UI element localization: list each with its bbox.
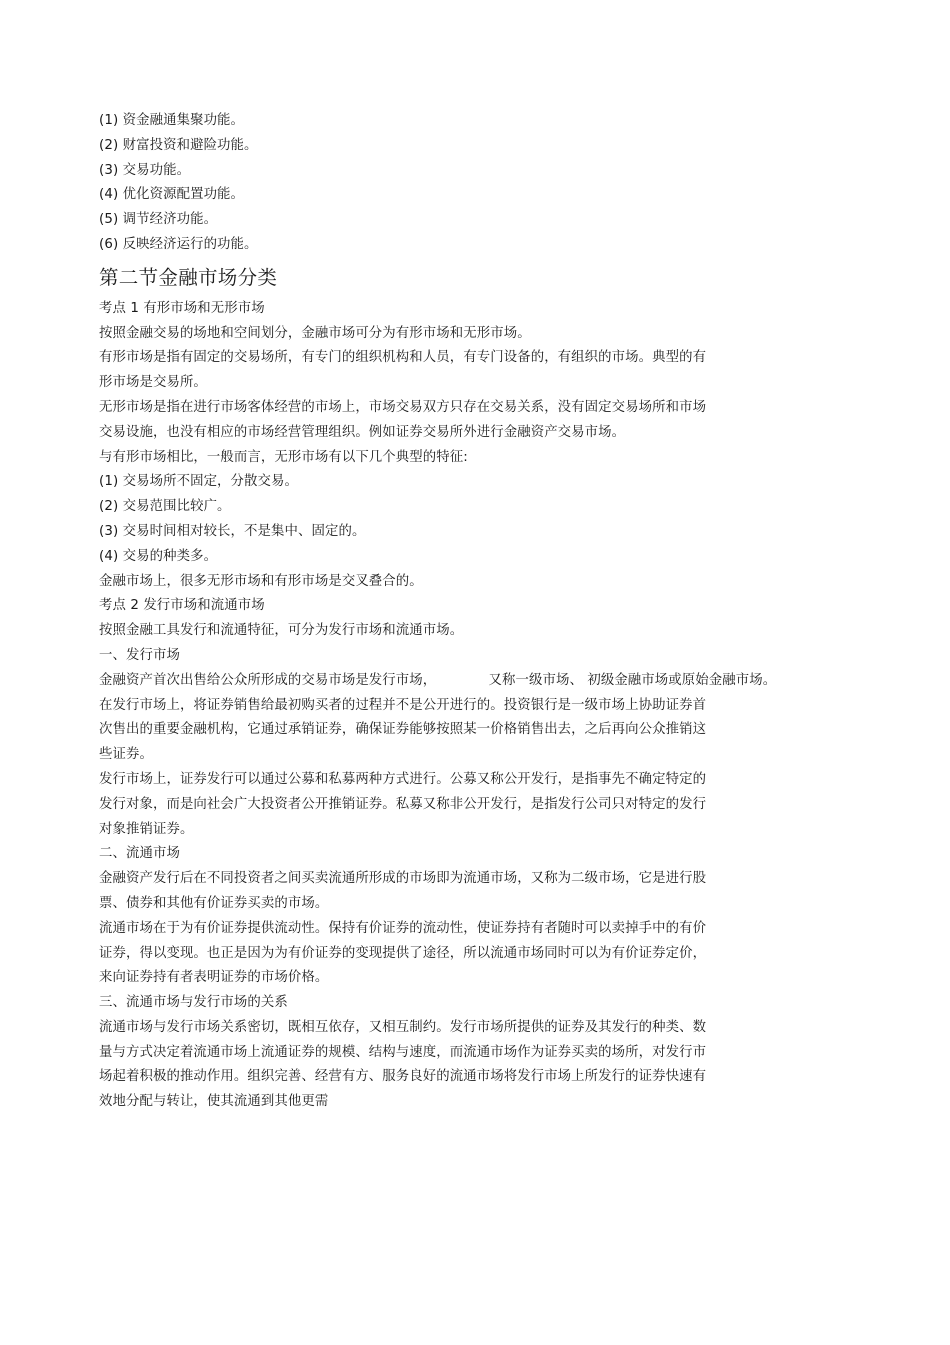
- point1-intro: 按照金融交易的场地和空间划分，金融市场可分为有形市场和无形市场。: [99, 325, 531, 341]
- issue-methods-line-1: 发行市场上，证券发行可以通过公募和私募两种方式进行。公募又称公开发行，是指事先不确定特定的: [99, 771, 707, 787]
- issue-methods-line-3: 对象推销证券。: [99, 821, 194, 837]
- relation-heading: 三、流通市场与发行市场的关系: [99, 995, 288, 1011]
- tangible-line-2: 形市场是交易所。: [99, 375, 207, 391]
- relation-line-4: 效地分配与转让，使其流通到其他更需: [99, 1094, 329, 1110]
- secondary-role-line-2: 证券，得以变现。也正是因为为有价证券的变现提供了途径，所以流通市场同时可以为有价证券定价，: [99, 945, 707, 961]
- relation-line-1: 流通市场与发行市场关系密切，既相互依存，又相互制约。发行市场所提供的证券及其发行的种类、数: [99, 1019, 707, 1035]
- function-item-4: (4) 优化资源配置功能。: [99, 187, 245, 203]
- issue-process-line-1: 在发行市场上，将证券销售给最初购买者的过程并不是公开进行的。投资银行是一级市场上协助证券首: [99, 697, 707, 713]
- secondary-def-line-1: 金融资产发行后在不同投资者之间买卖流通所形成的市场即为流通市场，又称为二级市场，它是进行股: [99, 871, 707, 887]
- function-item-2: (2) 财富投资和避险功能。: [99, 137, 258, 153]
- secondary-market-heading: 二、流通市场: [99, 846, 180, 862]
- issue-market-definition: 金融资产首次出售给公众所形成的交易市场是发行市场， 又称一级市场、 初级金融市场或原始金融市场。: [99, 672, 777, 688]
- point2-title: 考点 2 发行市场和流通市场: [99, 598, 265, 614]
- document-page: [99, 109, 839, 1115]
- issue-market-heading: 一、发行市场: [99, 647, 180, 663]
- intangible-line-1: 无形市场是指在进行市场客体经营的市场上，市场交易双方只存在交易关系，没有固定交易场所和市场: [99, 399, 707, 415]
- issue-process-line-3: 些证券。: [99, 747, 153, 763]
- tangible-line-1: 有形市场是指有固定的交易场所，有专门的组织机构和人员，有专门设备的，有组织的市场。典型的有: [99, 350, 707, 366]
- secondary-role-line-1: 流通市场在于为有价证券提供流动性。保持有价证券的流动性，使证券持有者随时可以卖掉手中的有价: [99, 920, 707, 936]
- function-item-5: (5) 调节经济功能。: [99, 212, 218, 228]
- relation-line-3: 场起着积极的推动作用。组织完善、经营有方、服务良好的流通市场将发行市场上所发行的证券快速有: [99, 1069, 707, 1085]
- feature-item-4: (4) 交易的种类多。: [99, 548, 218, 564]
- relation-line-2: 量与方式决定着流通市场上流通证券的规模、结构与速度，而流通市场作为证券买卖的场所，对发行市: [99, 1044, 707, 1060]
- feature-item-3: (3) 交易时间相对较长，不是集中、固定的。: [99, 523, 366, 539]
- point1-title: 考点 1 有形市场和无形市场: [99, 300, 265, 316]
- function-item-1: (1) 资金融通集聚功能。: [99, 113, 245, 128]
- secondary-role-line-3: 来向证券持有者表明证券的市场价格。: [99, 970, 329, 986]
- issue-process-line-2: 次售出的重要金融机构，它通过承销证券，确保证券能够按照某一价格销售出去，之后再向公众推销这: [99, 722, 707, 738]
- compare-intro: 与有形市场相比，一般而言，无形市场有以下几个典型的特征:: [99, 449, 468, 465]
- feature-item-1: (1) 交易场所不固定，分散交易。: [99, 474, 299, 490]
- function-item-6: (6) 反映经济运行的功能。: [99, 236, 258, 252]
- function-item-3: (3) 交易功能。: [99, 162, 191, 178]
- section-title: 第二节金融市场分类: [99, 265, 278, 289]
- intangible-line-2: 交易设施，也没有相应的市场经营管理组织。例如证券交易所外进行金融资产交易市场。: [99, 424, 626, 440]
- point1-conclusion: 金融市场上，很多无形市场和有形市场是交叉叠合的。: [99, 573, 423, 589]
- secondary-def-line-2: 票、债券和其他有价证券买卖的市场。: [99, 895, 329, 911]
- feature-item-2: (2) 交易范围比较广。: [99, 499, 231, 515]
- issue-methods-line-2: 发行对象，而是向社会广大投资者公开推销证券。私募又称非公开发行，是指发行公司只对特定的发行: [99, 796, 707, 812]
- point2-intro: 按照金融工具发行和流通特征，可分为发行市场和流通市场。: [99, 623, 464, 639]
